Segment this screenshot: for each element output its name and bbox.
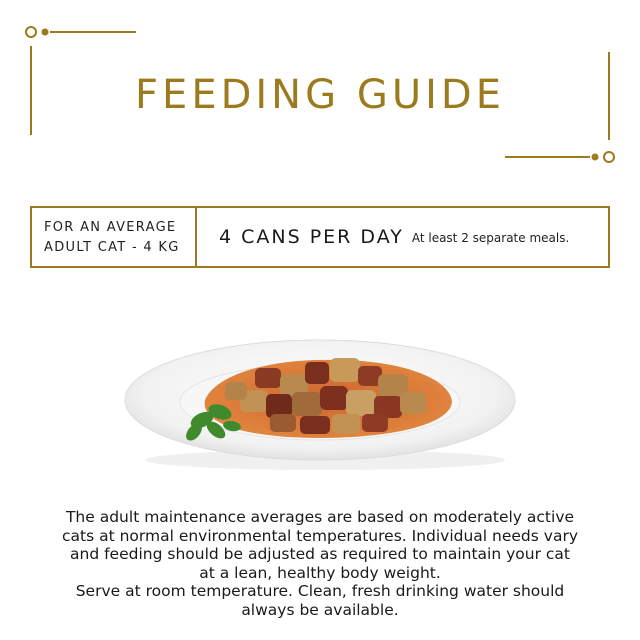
feeding-amount (197, 208, 608, 266)
page-title: FEEDING GUIDE (135, 72, 505, 118)
frame-dot-icon (43, 30, 48, 35)
daily-amount: 4 CANS PER DAY (219, 226, 404, 248)
food-plate-image (120, 330, 530, 480)
description-paragraph-1: The adult maintenance averages are based on moderately active cats at normal environmental temperatures. Individual needs vary and feeding should be adjusted as required to maintain your cat at a lean, healthy body weight. (61, 508, 578, 582)
frame-circle-icon (604, 152, 614, 162)
description-paragraph-2: Serve at room temperature. Clean, fresh drinking water should always be available. (75, 582, 565, 619)
feeding-guide-box (30, 206, 610, 268)
frame-dot-icon (593, 155, 598, 160)
meal-note: At least 2 separate meals. (411, 231, 570, 245)
frame-circle-icon (26, 27, 36, 37)
cat-profile-line1: FOR AN AVERAGE (44, 220, 177, 235)
cat-profile (32, 208, 197, 266)
cat-profile-line2: ADULT CAT - 4 KG (44, 240, 180, 255)
feeding-description (60, 508, 580, 619)
